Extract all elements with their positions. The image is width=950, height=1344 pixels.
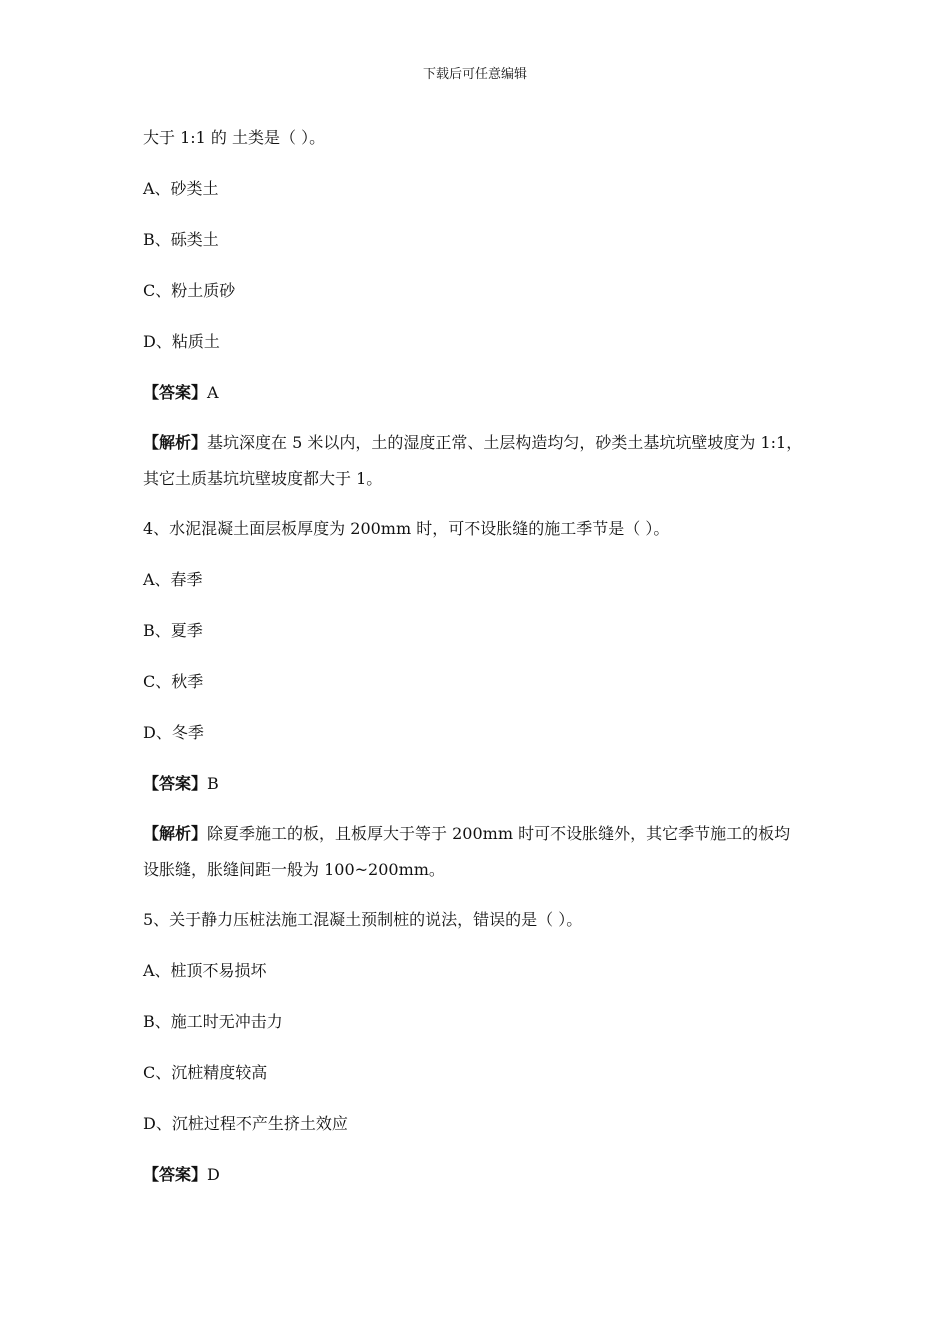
analysis-text: 除夏季施工的板，且板厚大于等于 200mm 时可不设胀缝外，其它季节施工的板均设胀缝，胀缝间距一般为 100~200mm。 <box>143 824 791 879</box>
answer-value: B <box>207 774 219 793</box>
question-5-option-c: C、沉桩精度较高 <box>143 1063 268 1082</box>
analysis-label: 【解析】 <box>143 433 208 452</box>
question-4-option-a: A、春季 <box>143 570 203 589</box>
question-5-option-b: B、施工时无冲击力 <box>143 1012 283 1031</box>
question-5-option-a: A、桩顶不易损坏 <box>143 961 267 980</box>
analysis-text: 基坑深度在 5 米以内，土的湿度正常、土层构造均匀，砂类土基坑坑壁坡度为 1:1，其它土质基坑坑壁坡度都大于 1。 <box>143 433 803 488</box>
question-4-option-d: D、冬季 <box>143 723 204 742</box>
analysis-label: 【解析】 <box>143 824 208 843</box>
question-3-option-a: A、砂类土 <box>143 179 219 198</box>
answer-label: 【答案】 <box>143 1165 208 1184</box>
question-5-option-d: D、沉桩过程不产生挤土效应 <box>143 1114 348 1133</box>
answer-value: D <box>207 1165 220 1184</box>
question-3-option-b: B、砾类土 <box>143 230 219 249</box>
question-3-analysis <box>143 425 803 497</box>
question-4-option-b: B、夏季 <box>143 621 203 640</box>
question-3-option-d: D、粘质土 <box>143 332 220 351</box>
answer-label: 【答案】 <box>143 383 208 402</box>
answer-value: A <box>207 383 219 402</box>
document-body <box>143 125 803 1188</box>
page-header-note: 下载后可任意编辑 <box>422 67 527 82</box>
question-3-option-c: C、粉土质砂 <box>143 281 236 300</box>
question-3-answer <box>143 380 803 406</box>
question-4-stem: 4、水泥混凝土面层板厚度为 200mm 时，可不设胀缝的施工季节是（ ）。 <box>143 519 670 538</box>
question-3-stem: 大于 1:1 的 土类是（ ）。 <box>143 128 326 147</box>
question-4-answer <box>143 771 803 797</box>
answer-label: 【答案】 <box>143 774 208 793</box>
question-5-stem: 5、关于静力压桩法施工混凝土预制桩的说法，错误的是（ ）。 <box>143 910 583 929</box>
question-4-analysis <box>143 816 803 888</box>
question-4-option-c: C、秋季 <box>143 672 204 691</box>
question-5-answer <box>143 1162 803 1188</box>
